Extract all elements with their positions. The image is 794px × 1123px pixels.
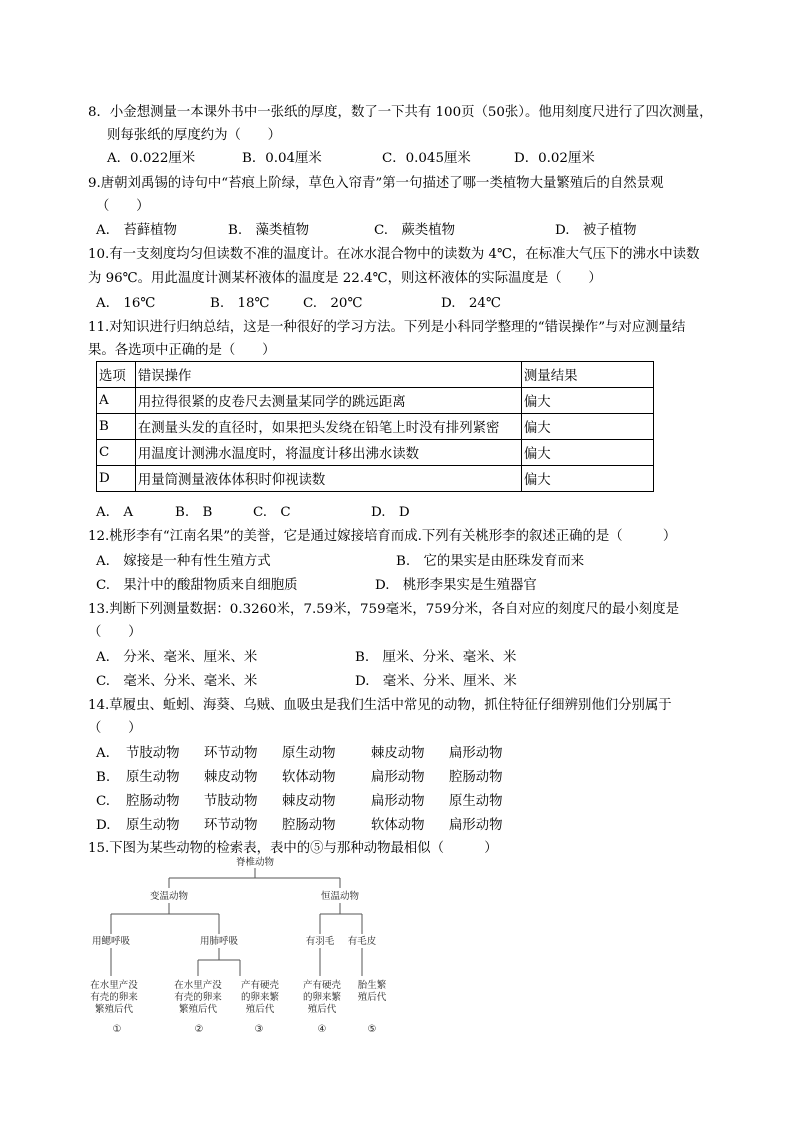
diagram-leaf-1-line: 繁殖后代 [94, 1004, 134, 1015]
diagram-root-label: 脊椎动物 [235, 857, 275, 868]
option-animal: 原生动物 [282, 746, 336, 761]
diagram-cold-blooded-label: 变温动物 [149, 891, 189, 902]
q13-stem-line1: 13.判断下列测量数据：0.3260米，7.59米，759毫米，759分米，各自对应的刻度尺的最小刻度是 [88, 602, 679, 617]
diagram-leaf-3-line: 的卵来繁 [240, 992, 280, 1003]
diagram-leaf-4-number: ④ [317, 1024, 327, 1035]
q8-option-a: A．0.022厘米 [107, 151, 196, 166]
table-cell: A [97, 388, 136, 414]
q8-stem-line2: 则每张纸的厚度约为（ ） [107, 128, 282, 143]
diagram-leaf-5-line: 殖后代 [357, 992, 387, 1003]
diagram-warm-blooded-label: 恒温动物 [320, 891, 360, 902]
q9-stem-line1: 9.唐朝刘禹锡的诗句中“苔痕上阶绿，草色入帘青”第一句描述了哪一类植物大量繁殖后的自然景观 [88, 176, 664, 191]
option-animal: 软体动物 [282, 770, 336, 785]
q9-option-d: D. 被子植物 [555, 223, 637, 238]
table-cell: B [97, 414, 136, 440]
q10-option-d: D. 24℃ [441, 296, 501, 311]
q9-stem-line2: （ ） [96, 199, 150, 214]
q12-stem: 12.桃形李有“江南名果”的美誉，它是通过嫁接培育而成.下列有关桃形李的叙述正确的是（ ） [88, 529, 677, 544]
q10-stem-line2: 为 96℃。用此温度计测某杯液体的温度是 22.4℃，则这杯液体的实际温度是（ ） [88, 271, 602, 286]
q10-option-b: B. 18℃ [210, 296, 270, 311]
q11-option-d: D. D [371, 505, 410, 520]
q14-stem-line1: 14.草履虫、蚯蚓、海葵、乌贼、血吸虫是我们生活中常见的动物，抓住特征仔细辨别他们分别属于 [88, 698, 672, 713]
option-animal: 腔肠动物 [126, 794, 180, 809]
option-animal: 节肢动物 [204, 794, 258, 809]
diagram-leaf-1-number: ① [112, 1024, 122, 1035]
table-cell: 偏大 [521, 388, 653, 414]
q11-stem-line2: 果。各选项中正确的是（ ） [88, 343, 276, 358]
diagram-leaf-3-line: 殖后代 [245, 1004, 275, 1015]
q12-option-a: A. 嫁接是一种有性生殖方式 [96, 554, 271, 569]
q8-stem-line1: 8．小金想测量一本课外书中一张纸的厚度，数了一下共有 100页（50张）。他用刻度尺进行了四次测量， [88, 105, 713, 120]
diagram-lung-label: 用肺呼吸 [199, 936, 239, 947]
q9-option-c: C. 蕨类植物 [374, 223, 455, 238]
diagram-gill-label: 用鳃呼吸 [91, 936, 131, 947]
q13-option-c: C. 毫米、分米、毫米、米 [96, 674, 258, 689]
option-animal: 棘皮动物 [204, 770, 258, 785]
option-letter: D. [96, 818, 111, 833]
option-animal: 软体动物 [371, 818, 425, 833]
table-cell: 偏大 [521, 466, 653, 492]
option-letter: C. [96, 794, 111, 809]
table-cell: 用拉得很紧的皮卷尺去测量某同学的跳远距离 [135, 388, 521, 414]
option-animal: 扁形动物 [449, 746, 503, 761]
q8-option-c: C．0.045厘米 [382, 151, 471, 166]
option-animal: 腔肠动物 [449, 770, 503, 785]
q11-stem-line1: 11.对知识进行归纳总结，这是一种很好的学习方法。下列是小科同学整理的“错误操作”与对应测量结 [88, 320, 686, 335]
diagram-leaf-1-line: 在水里产没 [90, 980, 138, 991]
q10-stem-line1: 10.有一支刻度均匀但读数不准的温度计。在冰水混合物中的读数为 4℃，在标准大气压下的沸水中读数 [88, 247, 700, 262]
option-animal: 原生动物 [126, 818, 180, 833]
table-cell: C [97, 440, 136, 466]
q8-option-d: D．0.02厘米 [514, 151, 595, 166]
q12-option-c: C. 果汁中的酸甜物质来自细胞质 [96, 578, 298, 593]
option-animal: 扁形动物 [449, 818, 503, 833]
table-cell: D [97, 466, 136, 492]
diagram-feather-label: 有羽毛 [305, 936, 335, 947]
diagram-leaf-4-line: 产有硬壳 [302, 980, 342, 991]
diagram-leaf-5-line: 胎生繁 [357, 980, 387, 991]
option-animal: 节肢动物 [126, 746, 180, 761]
q12-option-d: D. 桃形李果实是生殖器官 [375, 578, 537, 593]
table-cell: 用温度计测沸水温度时，将温度计移出沸水读数 [135, 440, 521, 466]
q12-option-b: B. 它的果实是由胚珠发育而来 [396, 554, 585, 569]
diagram-leaf-2-line: 有壳的卵来 [174, 992, 222, 1003]
q9-option-b: B. 藻类植物 [228, 223, 310, 238]
diagram-leaf-2-line: 繁殖后代 [178, 1004, 218, 1015]
option-letter: B. [96, 770, 111, 785]
option-animal: 环节动物 [204, 746, 258, 761]
diagram-leaf-5-number: ⑤ [367, 1024, 377, 1035]
q14-stem-line2: （ ） [88, 721, 142, 736]
diagram-leaf-1-line: 有壳的卵来 [90, 992, 138, 1003]
diagram-leaf-2-number: ② [194, 1024, 204, 1035]
diagram-fur-label: 有毛皮 [347, 936, 377, 947]
q13-stem-line2: （ ） [88, 625, 142, 640]
q10-option-c: C. 20℃ [303, 296, 363, 311]
q9-option-a: A. 苔藓植物 [96, 223, 177, 238]
option-animal: 环节动物 [204, 818, 258, 833]
option-animal: 棘皮动物 [282, 794, 336, 809]
diagram-leaf-4-line: 的卵来繁 [302, 992, 342, 1003]
option-animal: 腔肠动物 [282, 818, 336, 833]
diagram-leaf-3-number: ③ [254, 1024, 264, 1035]
q13-option-b: B. 厘米、分米、毫米、米 [355, 650, 517, 665]
q10-option-a: A. 16℃ [96, 296, 156, 311]
option-animal: 扁形动物 [371, 770, 425, 785]
q13-option-d: D. 毫米、分米、厘米、米 [355, 674, 517, 689]
q11-option-a: A. A [96, 505, 133, 520]
q15-stem: 15.下图为某些动物的检索表，表中的⑤与那种动物最相似（ ） [88, 841, 498, 856]
table-cell: 在测量头发的直径时，如果把头发绕在铅笔上时没有排列紧密 [135, 414, 521, 440]
table-cell: 偏大 [521, 440, 653, 466]
q11-option-c: C. C [253, 505, 291, 520]
q13-option-a: A. 分米、毫米、厘米、米 [96, 650, 258, 665]
diagram-leaf-3-line: 产有硬壳 [240, 980, 280, 991]
option-letter: A. [96, 746, 110, 761]
option-animal: 棘皮动物 [371, 746, 425, 761]
table-header-operation: 错误操作 [135, 362, 521, 388]
table-cell: 偏大 [521, 414, 653, 440]
table-cell: 用量筒测量液体体积时仰视读数 [135, 466, 521, 492]
option-animal: 原生动物 [126, 770, 180, 785]
table-header-option: 选项 [97, 362, 136, 388]
option-animal: 扁形动物 [371, 794, 425, 809]
diagram-leaf-2-line: 在水里产没 [174, 980, 222, 991]
q11-option-b: B. B [175, 505, 213, 520]
q8-option-b: B．0.04厘米 [242, 151, 322, 166]
option-animal: 原生动物 [449, 794, 503, 809]
table-header-result: 测量结果 [521, 362, 653, 388]
diagram-leaf-4-line: 殖后代 [307, 1004, 337, 1015]
